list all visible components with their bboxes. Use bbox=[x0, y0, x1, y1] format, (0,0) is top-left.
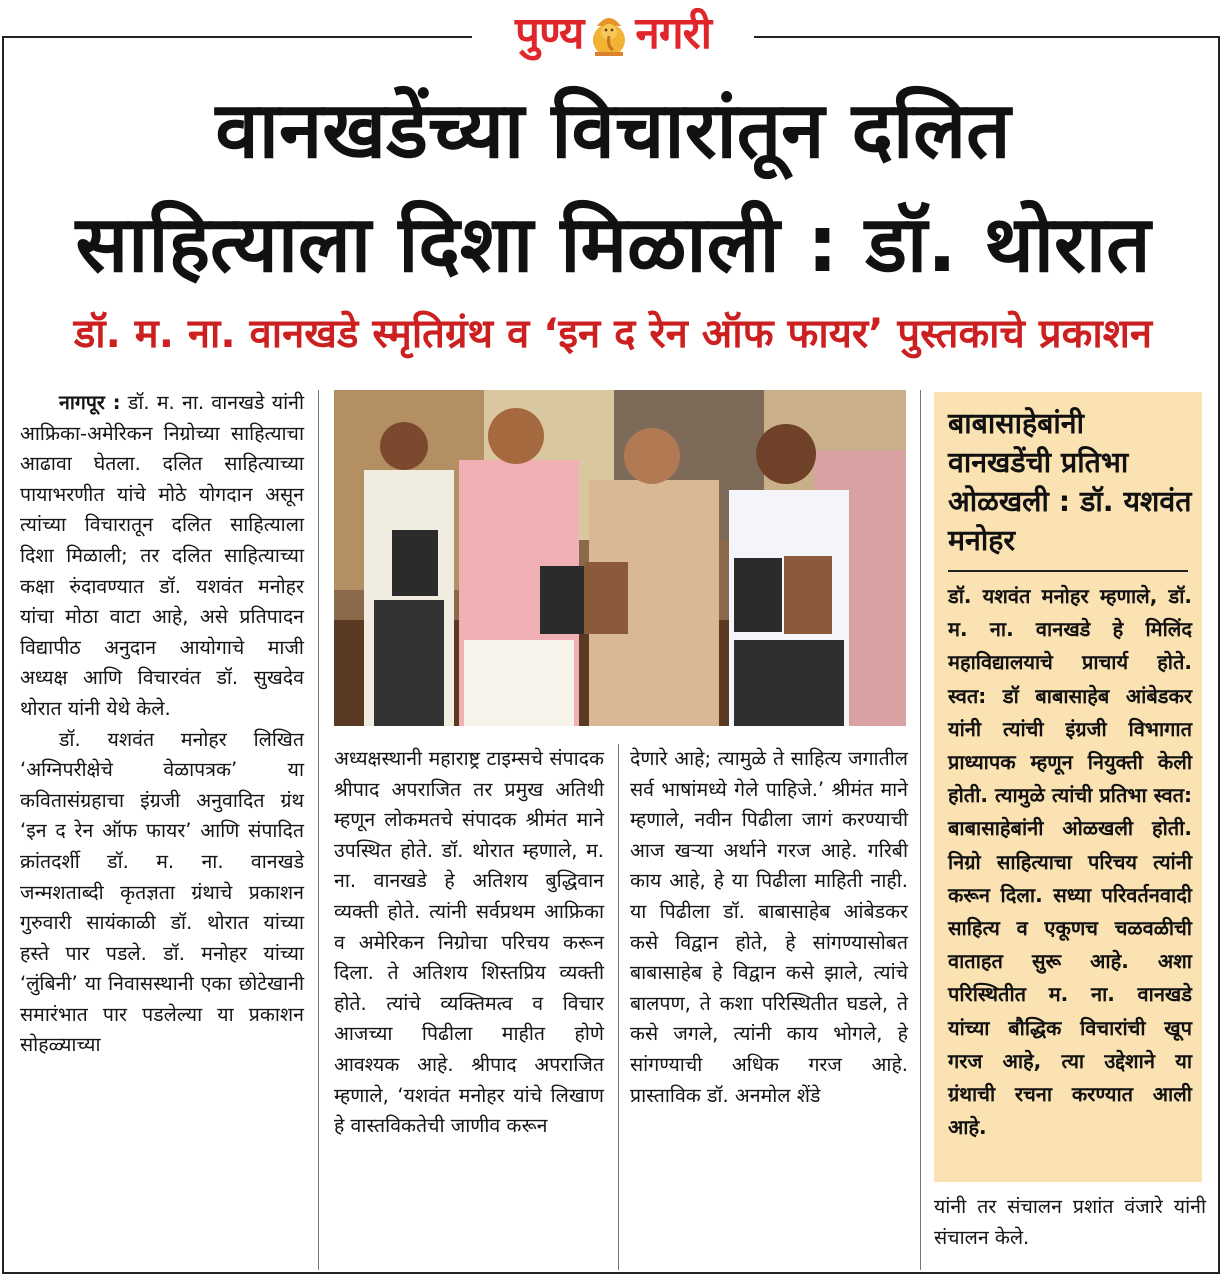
book-launch-photo bbox=[334, 390, 906, 726]
sidebar-body: डॉ. यशवंत मनोहर म्हणाले, डॉ. म. ना. वानखडे हे मिलिंद महाविद्यालयाचे प्राचार्य होते. स्वत: डॉ बाबासाहेब आंबेडकर यांनी त्यांची इंग्रजी विभागात प्राध्यापक म्हणून नियुक्ती केली होती. त्यामुळे त्यांची प्रतिभा स्वत: बाबासाहेबांनी ओळखली होती. निग्रो साहित्याचा परिचय त्यांनी करून दिला. सध्या परिवर्तनवादी साहित्य व एकूणच चळवळीची वाताहत सुरू आहे. अशा परिस्थितीत म. ना. वानखडे यांच्या बौद्धिक विचारांची खूप गरज आहे, त्या उद्देशाने या ग्रंथाची रचना करण्यात आली आहे. bbox=[948, 584, 1192, 1140]
column-divider bbox=[318, 390, 319, 1270]
masthead-right-word: नगरी bbox=[635, 8, 711, 59]
article-column-1 bbox=[20, 388, 304, 1061]
column-divider bbox=[618, 744, 619, 1270]
headline-line-1: वानखडेंच्या विचारांतून दलित bbox=[215, 86, 1011, 176]
article-paragraph-2 bbox=[20, 725, 304, 1062]
article-col1-text-1: डॉ. म. ना. वानखडे यांनी आफ्रिका-अमेरिकन निग्रोच्या साहित्याचा आढावा घेतला. दलित साहित्याच्या पायाभरणीत यांचे मोठे योगदान असून त्यांच्या विचारातून दलित साहित्याला दिशा मिळाली; तर दलित साहित्याच्या कक्षा रुंदावण्यात डॉ. यशवंत मनोहर यांचा मोठा वाटा आहे, असे प्रतिपादन विद्यापीठ अनुदान आयोगाचे माजी अध्यक्ष आणि विचारवंत डॉ. सुखदेव थोरात यांनी येथे केले. bbox=[20, 391, 304, 720]
masthead bbox=[472, 4, 754, 64]
sidebar-title: बाबासाहेबांनी वानखडेंची प्रतिभा ओळखली : डॉ. यशवंत मनोहर bbox=[948, 407, 1192, 557]
article-paragraph-1 bbox=[20, 388, 304, 725]
ganesha-logo-icon bbox=[589, 10, 629, 58]
article-column-2: अध्यक्षस्थानी महाराष्ट्र टाइम्सचे संपादक श्रीपाद अपराजित तर प्रमुख अतिथी म्हणून लोकमतचे संपादक श्रीमंत माने उपस्थित होते. डॉ. थोरात म्हणाले, म. ना. वानखडे हे अतिशय बुद्धिवान व्यक्ती होते. त्यांनी सर्वप्रथम आफ्रिका व अमेरिकन निग्रोचा परिचय करून दिला. ते अतिशय शिस्तप्रिय व्यक्ती होते. त्यांचे व्यक्तिमत्व व विचार आजच्या पिढीला माहीत होणे आवश्यक आहे. श्रीपाद अपराजित म्हणाले, ‘यशवंत मनोहर यांचे लिखाण हे वास्तविकतेची जाणीव करून bbox=[334, 747, 604, 1138]
photo-illustration bbox=[334, 390, 906, 726]
sidebar-rule bbox=[948, 570, 1188, 572]
dateline: नागपूर : bbox=[59, 391, 121, 414]
headline-line-2: साहित्याला दिशा मिळाली : डॉ. थोरात bbox=[75, 200, 1151, 290]
masthead-left-word: पुण्य bbox=[514, 8, 584, 59]
sidebar-box bbox=[934, 392, 1202, 1182]
article-column-3: देणारे आहे; त्यामुळे ते साहित्य जगातील सर्व भाषांमध्ये गेले पाहिजे.’ श्रीमंत माने म्हणाले, नवीन पिढीला जागं करण्याची आज खऱ्या अर्थाने गरज आहे. गरिबी काय आहे, हे या पिढीला माहिती नाही. या पिढीला डॉ. बाबासाहेब आंबेडकर कसे विद्वान होते, हे सांगण्यासोबत बाबासाहेब हे विद्वान कसे झाले, त्यांचे बालपण, ते कशा परिस्थितीत घडले, ते कसे जगले, त्यांनी काय भोगले, हे सांगण्याची अधिक गरज आहे. प्रास्ताविक डॉ. अनमोल शेंडे bbox=[630, 747, 908, 1107]
article-col1-text-2: डॉ. यशवंत मनोहर लिखित ‘अग्निपरीक्षेचे वेळापत्रक’ या कवितासंग्रहाचा इंग्रजी अनुवादित ग्रंथ ‘इन द रेन ऑफ फायर’ आणि संपादित क्रांतदर्शी डॉ. म. ना. वानखडे जन्मशताब्दी कृतज्ञता ग्रंथाचे प्रकाशन गुरुवारी सायंकाळी डॉ. थोरात यांच्या हस्ते पार पडले. डॉ. मनोहर यांच्या ‘लुंबिनी’ या निवासस्थानी एका छोटेखानी समारंभात पार पडलेल्या या प्रकाशन सोहळ्याच्या bbox=[20, 727, 304, 1057]
subheadline: डॉ. म. ना. वानखडे स्मृतिग्रंथ व ‘इन द रेन ऑफ फायर’ पुस्तकाचे प्रकाशन bbox=[73, 311, 1153, 357]
column-divider bbox=[920, 390, 921, 1270]
article-column-4-tail: यांनी तर संचालन प्रशांत वंजारे यांनी संचालन केले. bbox=[934, 1195, 1206, 1249]
